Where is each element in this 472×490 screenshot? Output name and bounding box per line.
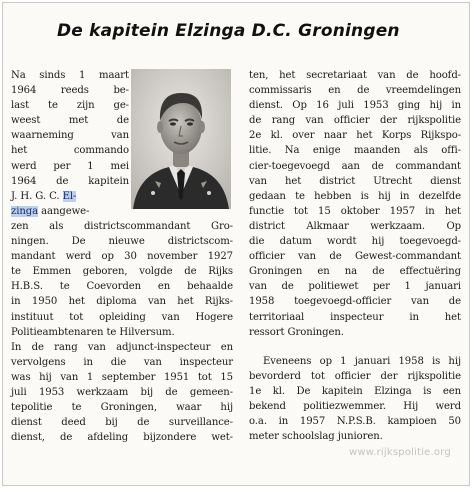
- text-line: ten, het secretariaat van de hoofd-: [249, 70, 461, 81]
- text-line: waarneming van: [11, 130, 129, 142]
- text-line: meter schoolslag junioren.: [249, 431, 383, 443]
- text-line: cier-toegevoegd aan de commandant: [249, 160, 461, 172]
- text-line: dienst deed bij de surveillance-: [11, 417, 233, 429]
- name-line-rest: aangewe-: [38, 205, 90, 217]
- text-line: vervolgens in die van inspecteur: [11, 356, 233, 368]
- text-line: territoriaal inspecteur in het: [249, 311, 461, 323]
- text-line: last te zijn ge-: [11, 100, 129, 112]
- text-line: van de politiewet per 1 januari: [249, 281, 461, 293]
- text-line: functie tot 15 oktober 1957 in het: [249, 205, 461, 217]
- text-line: officier van de Gewest-commandant: [249, 251, 461, 263]
- watermark-text: www.rijkspolitie.org: [349, 447, 451, 458]
- text-line: dienst. Op 16 juli 1953 ging hij in: [249, 100, 461, 112]
- text-line: 1964 de kapitein: [11, 175, 129, 187]
- left-column-top: [11, 68, 129, 219]
- text-line: van het district Utrecht dienst: [249, 175, 461, 187]
- text-line: tepolitie te Groningen, waar hij: [11, 402, 233, 414]
- text-line: de rang van officier der rijkspolitie: [249, 115, 461, 127]
- text-line: die datum wordt hij toegevoegd-: [249, 236, 461, 248]
- text-line: 1e kl. De kapitein Elzinga is een: [249, 385, 461, 397]
- article-page: [2, 2, 470, 486]
- highlighted-name-continued: zinga: [11, 205, 39, 217]
- text-line: werd per 1 mei: [11, 160, 129, 172]
- text-line: zen als districtscommandant Gro-: [11, 221, 233, 232]
- text-line: Politieambtenaren te Hilversum.: [11, 326, 175, 338]
- text-line: district Alkmaar werkzaam. Op: [249, 220, 461, 232]
- text-line: o.a. in 1957 N.P.S.B. kampioen 50: [249, 416, 461, 428]
- text-line: Na sinds 1 maart: [11, 70, 129, 81]
- text-line: 2e kl. over naar het Korps Rijkspo-: [249, 130, 461, 142]
- text-line: het commando: [11, 145, 129, 157]
- article-headline: De kapitein Elzinga D.C. Groningen: [57, 21, 400, 41]
- text-line: 1964 reeds be-: [11, 85, 129, 97]
- text-line: instituut tot opleiding van Hogere: [11, 311, 233, 323]
- text-line: te Emmen geboren, volgde de Rijks: [11, 266, 233, 278]
- highlighted-name: El-: [62, 190, 77, 202]
- text-line: 1958 toegevoegd-officier van de: [249, 296, 461, 308]
- text-line: weest met de: [11, 115, 129, 127]
- text-line: was hij van 1 september 1951 tot 15: [11, 371, 233, 383]
- portrait-image: [131, 69, 231, 209]
- text-line: Groningen en na de effectuëring: [249, 266, 461, 278]
- text-line: bekend politiezwemmer. Hij werd: [249, 400, 461, 412]
- text-line: gedaan te hebben is hij in dezelfde: [249, 190, 461, 202]
- text-line: Eveneens op 1 januari 1958 is hij: [263, 355, 461, 367]
- name-text: J. H. G. C.: [11, 190, 63, 202]
- text-line: juli 1953 werkzaam bij de gemeen-: [11, 387, 233, 399]
- name-line-continued: [11, 204, 129, 219]
- text-line: ressort Groningen.: [249, 326, 344, 338]
- text-line: dienst, de afdeling bijzondere wet-: [11, 432, 233, 444]
- text-line: litie. Na enige maanden als offi-: [249, 145, 461, 157]
- portrait-photo: [131, 69, 231, 209]
- text-line: commissaris en de vreemdelingen: [249, 85, 461, 97]
- name-line: [11, 189, 129, 204]
- text-line: ningen. De nieuwe districtscom-: [11, 236, 233, 248]
- text-line: bevorderd tot officier der rijkspolitie: [249, 370, 461, 382]
- text-line: in 1950 het diploma van het Rijks-: [11, 296, 233, 308]
- left-column-bottom: [11, 219, 233, 445]
- text-line: In de rang van adjunct-inspecteur en: [11, 341, 233, 353]
- text-line: mandant werd op 30 november 1927: [11, 251, 233, 263]
- text-line: H.B.S. te Coevorden en behaalde: [11, 281, 233, 293]
- right-column: [249, 68, 461, 444]
